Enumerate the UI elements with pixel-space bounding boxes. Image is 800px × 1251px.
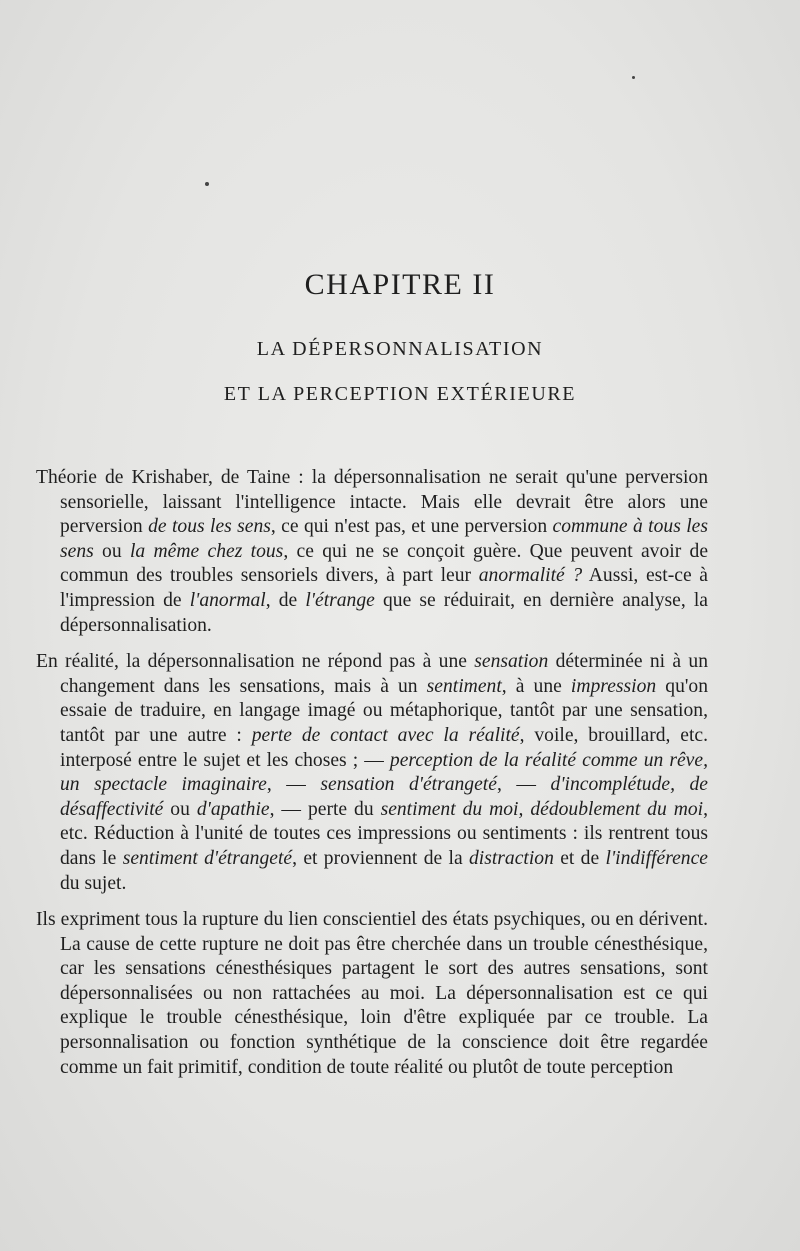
italic-run: perte de contact avec la réalité — [251, 724, 520, 746]
text-run: , — perte du — [269, 798, 381, 820]
text-run: , — — [266, 774, 321, 796]
chapter-number: CHAPITRE II — [304, 268, 496, 301]
summary-paragraph-2 — [36, 650, 708, 896]
italic-run: l'étrange — [305, 589, 375, 611]
text-run: , et proviennent de la — [292, 847, 469, 869]
text-run: , voile, brouillard, etc. interposé entre le sujet et les choses ; — — [60, 724, 708, 771]
text-run: Ils expriment tous la rupture du lien conscientiel des états psychiques, ou en dérivent. La cause de cette rupture ne doit pas être cherchée dans un trouble cénesthésique, car les sensations cénesthésiques partagent le sort des autres sensations, sont dépersonnalisées ou non rattachées au moi. La dépersonnalisation est ce qui explique le trouble cénesthésique, loin d'être expliquée par ce trouble. La personnalisation ou fonction synthétique de la conscience doit être regardée comme un fait primitif, condition de toute réalité ou plutôt de toute perception — [36, 909, 708, 1078]
text-run: , ce qui n'est pas, et une perversion — [270, 516, 553, 538]
chapter-title-line-1: LA DÉPERSONNALISATION — [256, 338, 544, 360]
text-run: , ce qui ne se conçoit guère. Que peuvent avoir de commun des troubles sensoriels divers, à part leur — [60, 540, 709, 587]
text-run: ou — [163, 798, 197, 820]
chapter-title-line-2: ET LA PERCEPTION EXTÉRIEURE — [223, 383, 577, 405]
italic-run: impression — [570, 675, 657, 697]
text-run: En réalité, la dépersonnalisation ne répond pas à une — [36, 651, 475, 673]
italic-run: la même chez tous — [129, 540, 284, 562]
text-run: du sujet. — [60, 872, 127, 894]
italic-run: anormalité ? — [478, 565, 583, 587]
italic-run: sentiment du moi, dédoublement du moi — [380, 798, 704, 820]
italic-run: l'indifférence — [605, 847, 708, 869]
text-run: qu'on essaie de traduire, en langage imagé ou métaphorique, tantôt par une sensation, tantôt par une autre : — [60, 675, 708, 746]
italic-run: sensation — [474, 651, 549, 673]
chapter-summary — [36, 466, 708, 1080]
italic-run: commune à tous les sens — [60, 516, 708, 562]
text-run: Aussi, est-ce à l'impression de — [60, 565, 708, 611]
text-run: ou — [93, 540, 130, 562]
italic-run: d'incomplétude, de désaffectivité — [60, 774, 709, 820]
text-run: , à une — [501, 675, 571, 697]
text-run: , de — [265, 589, 306, 611]
italic-run: sentiment d'étrangeté — [122, 847, 293, 869]
italic-run: perception de la réalité comme un rêve, un spectacle imaginaire — [60, 749, 708, 796]
italic-run: d'apathie — [196, 798, 270, 820]
italic-run: sensation d'étrangeté — [320, 774, 497, 796]
summary-paragraph-3 — [36, 908, 708, 1080]
italic-run: de tous les sens — [148, 516, 271, 538]
italic-run: l'anormal — [189, 589, 266, 611]
text-run: et de — [553, 847, 606, 869]
text-run: , — — [496, 774, 551, 796]
italic-run: sentiment — [426, 675, 502, 697]
text-run: que se réduirait, en dernière analyse, la dépersonnalisation. — [60, 589, 708, 636]
print-speck — [205, 182, 209, 186]
text-run: déterminée ni à un changement dans les sensations, mais à un — [60, 651, 708, 697]
print-speck — [632, 76, 635, 79]
text-run: , etc. Réduction à l'unité de toutes ces impressions ou sentiments : ils rentrent tous dans le — [60, 798, 708, 869]
italic-run: distraction — [468, 847, 554, 869]
summary-paragraph-1 — [36, 466, 708, 638]
text-run: Théorie de Krishaber, de Taine : la dépersonnalisation ne serait qu'une perversion sensorielle, laissant l'intelligence intacte. Mais elle devrait être alors une perversion — [36, 467, 708, 538]
